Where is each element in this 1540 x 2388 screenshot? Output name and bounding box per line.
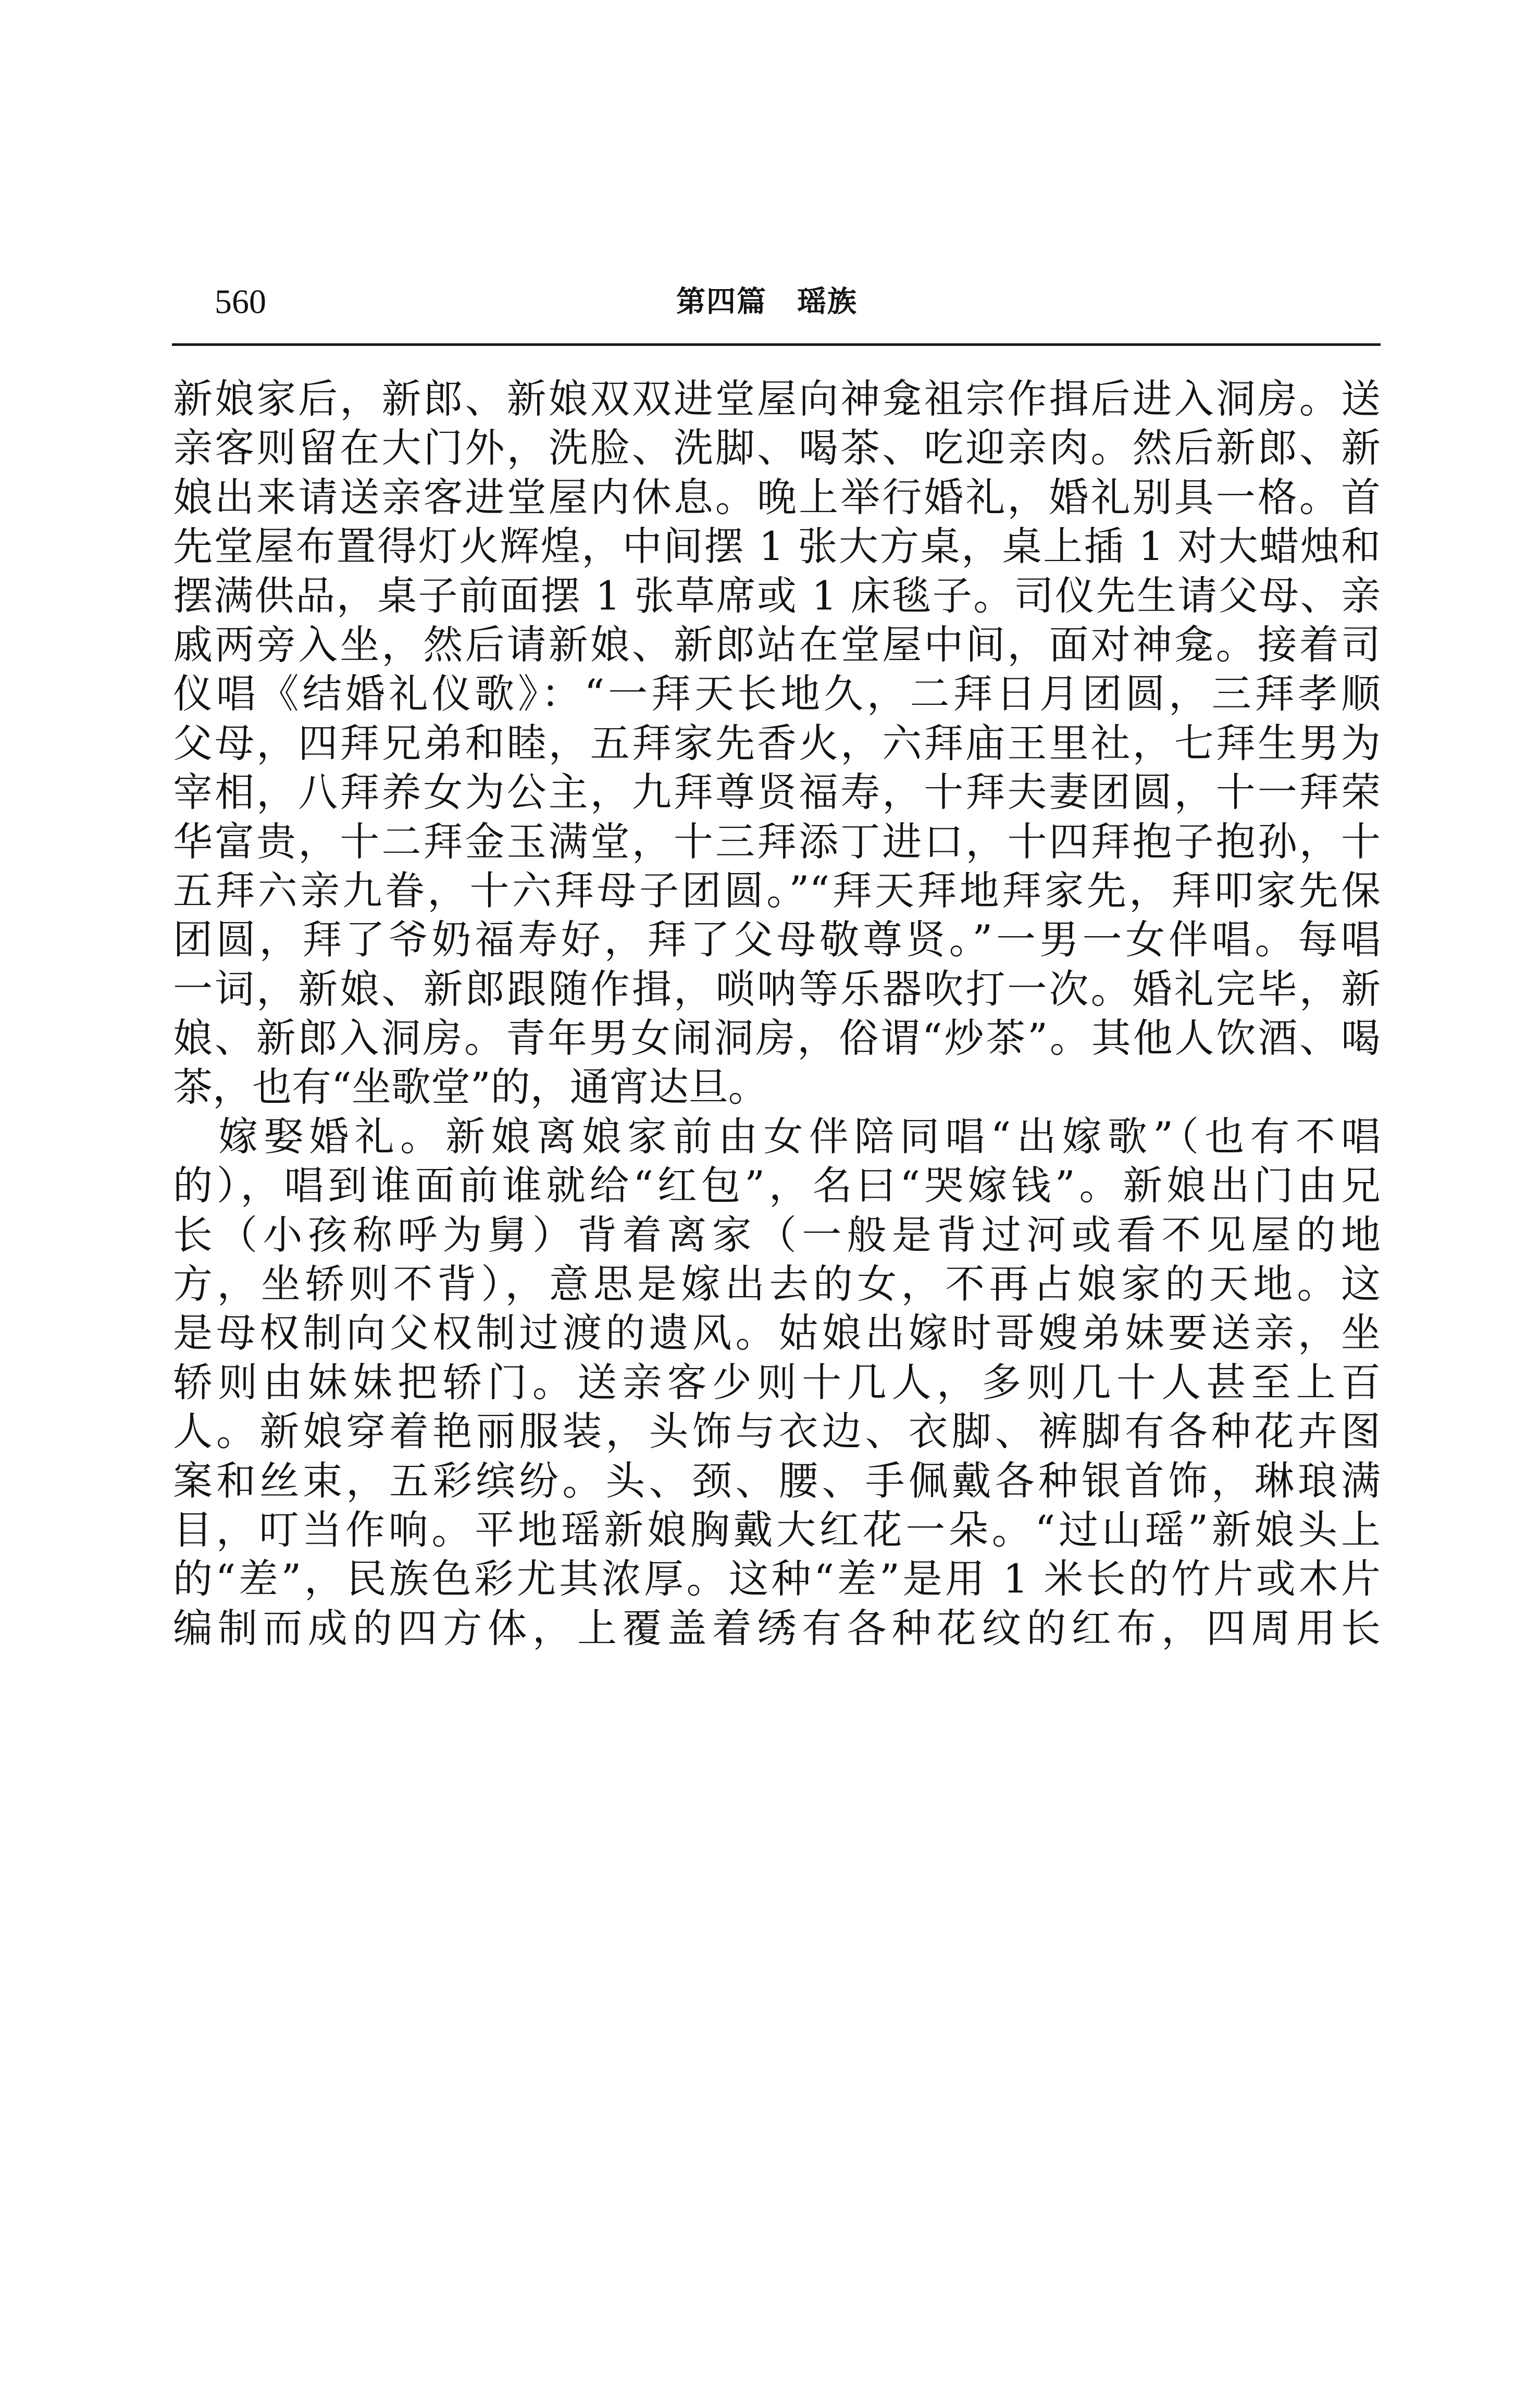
body-text [173, 375, 1381, 1653]
text-line: 案和丝束，五彩缤纷。头、颈、腰、手佩戴各种银首饰，琳琅满 [173, 1457, 1381, 1504]
text-line: 目，叮当作响。平地瑶新娘胸戴大红花一朵。“过山瑶”新娘头上 [173, 1506, 1381, 1553]
text-line: 宰相，八拜养女为公主，九拜尊贤福寿，十拜夫妻团圆，十一拜荣 [173, 769, 1381, 816]
text-line: 娘出来请送亲客进堂屋内休息。晚上举行婚礼，婚礼别具一格。首 [173, 474, 1381, 520]
text-line: 轿则由妹妹把轿门。送亲客少则十几人，多则几十人甚至上百 [173, 1359, 1381, 1406]
text-line: 是母权制向父权制过渡的遗风。姑娘出嫁时哥嫂弟妹要送亲，坐 [173, 1310, 1381, 1357]
text-line: 长（小孩称呼为舅）背着离家（一般是背过河或看不见屋的地 [173, 1211, 1381, 1258]
text-line: 人。新娘穿着艳丽服装，头饰与衣边、衣脚、裤脚有各种花卉图 [173, 1408, 1381, 1455]
text-line: 父母，四拜兄弟和睦，五拜家先香火，六拜庙王里社，七拜生男为 [173, 719, 1381, 766]
text-line: 茶，也有“坐歌堂”的，通宵达旦。 [173, 1064, 768, 1111]
paragraph-2 [173, 1113, 1381, 1652]
text-line: 的），唱到谁面前谁就给“红包”，名曰“哭嫁钱”。新娘出门由兄 [173, 1162, 1381, 1209]
text-line: 戚两旁入坐，然后请新娘、新郎站在堂屋中间，面对神龛。接着司 [173, 621, 1381, 668]
running-head: 第四篇 瑶族 [676, 285, 858, 319]
text-line: 摆满供品，桌子前面摆 1 张草席或 1 床毯子。司仪先生请父母、亲 [173, 572, 1381, 619]
text-line: 华富贵，十二拜金玉满堂，十三拜添丁进口，十四拜抱子抱孙，十 [173, 818, 1381, 865]
text-line: 一词，新娘、新郎跟随作揖，唢呐等乐器吹打一次。婚礼完毕，新 [173, 965, 1381, 1012]
header-rule [172, 343, 1381, 346]
text-line: 娘、新郎入洞房。青年男女闹洞房，俗谓“炒茶”。其他人饮酒、喝 [173, 1015, 1381, 1062]
text-line: 仪唱《结婚礼仪歌》：“一拜天长地久，二拜日月团圆，三拜孝顺 [173, 670, 1381, 717]
text-line: 五拜六亲九眷，十六拜母子团圆。”“拜天拜地拜家先，拜叩家先保 [173, 867, 1381, 914]
text-line: 嫁娶婚礼。新娘离娘家前由女伴陪同唱“出嫁歌”（也有不唱 [173, 1113, 1381, 1160]
text-line: 编制而成的四方体，上覆盖着绣有各种花纹的红布，四周用长 [173, 1605, 1381, 1651]
text-line: 亲客则留在大门外，洗脸、洗脚、喝茶、吃迎亲肉。然后新郎、新 [173, 425, 1381, 471]
paragraph-1 [173, 375, 1381, 1111]
text-line: 先堂屋布置得灯火辉煌，中间摆 1 张大方桌，桌上插 1 对大蜡烛和 [173, 523, 1381, 570]
text-line: 的“差”，民族色彩尤其浓厚。这种“差”是用 1 米长的竹片或木片 [173, 1556, 1381, 1602]
text-line: 新娘家后，新郎、新娘双双进堂屋向神龛祖宗作揖后进入洞房。送 [173, 376, 1381, 422]
text-line: 方，坐轿则不背），意思是嫁出去的女，不再占娘家的天地。这 [173, 1261, 1381, 1308]
page-number: 560 [215, 283, 266, 321]
text-line: 团圆，拜了爷奶福寿好，拜了父母敬尊贤。”一男一女伴唱。每唱 [173, 916, 1381, 963]
